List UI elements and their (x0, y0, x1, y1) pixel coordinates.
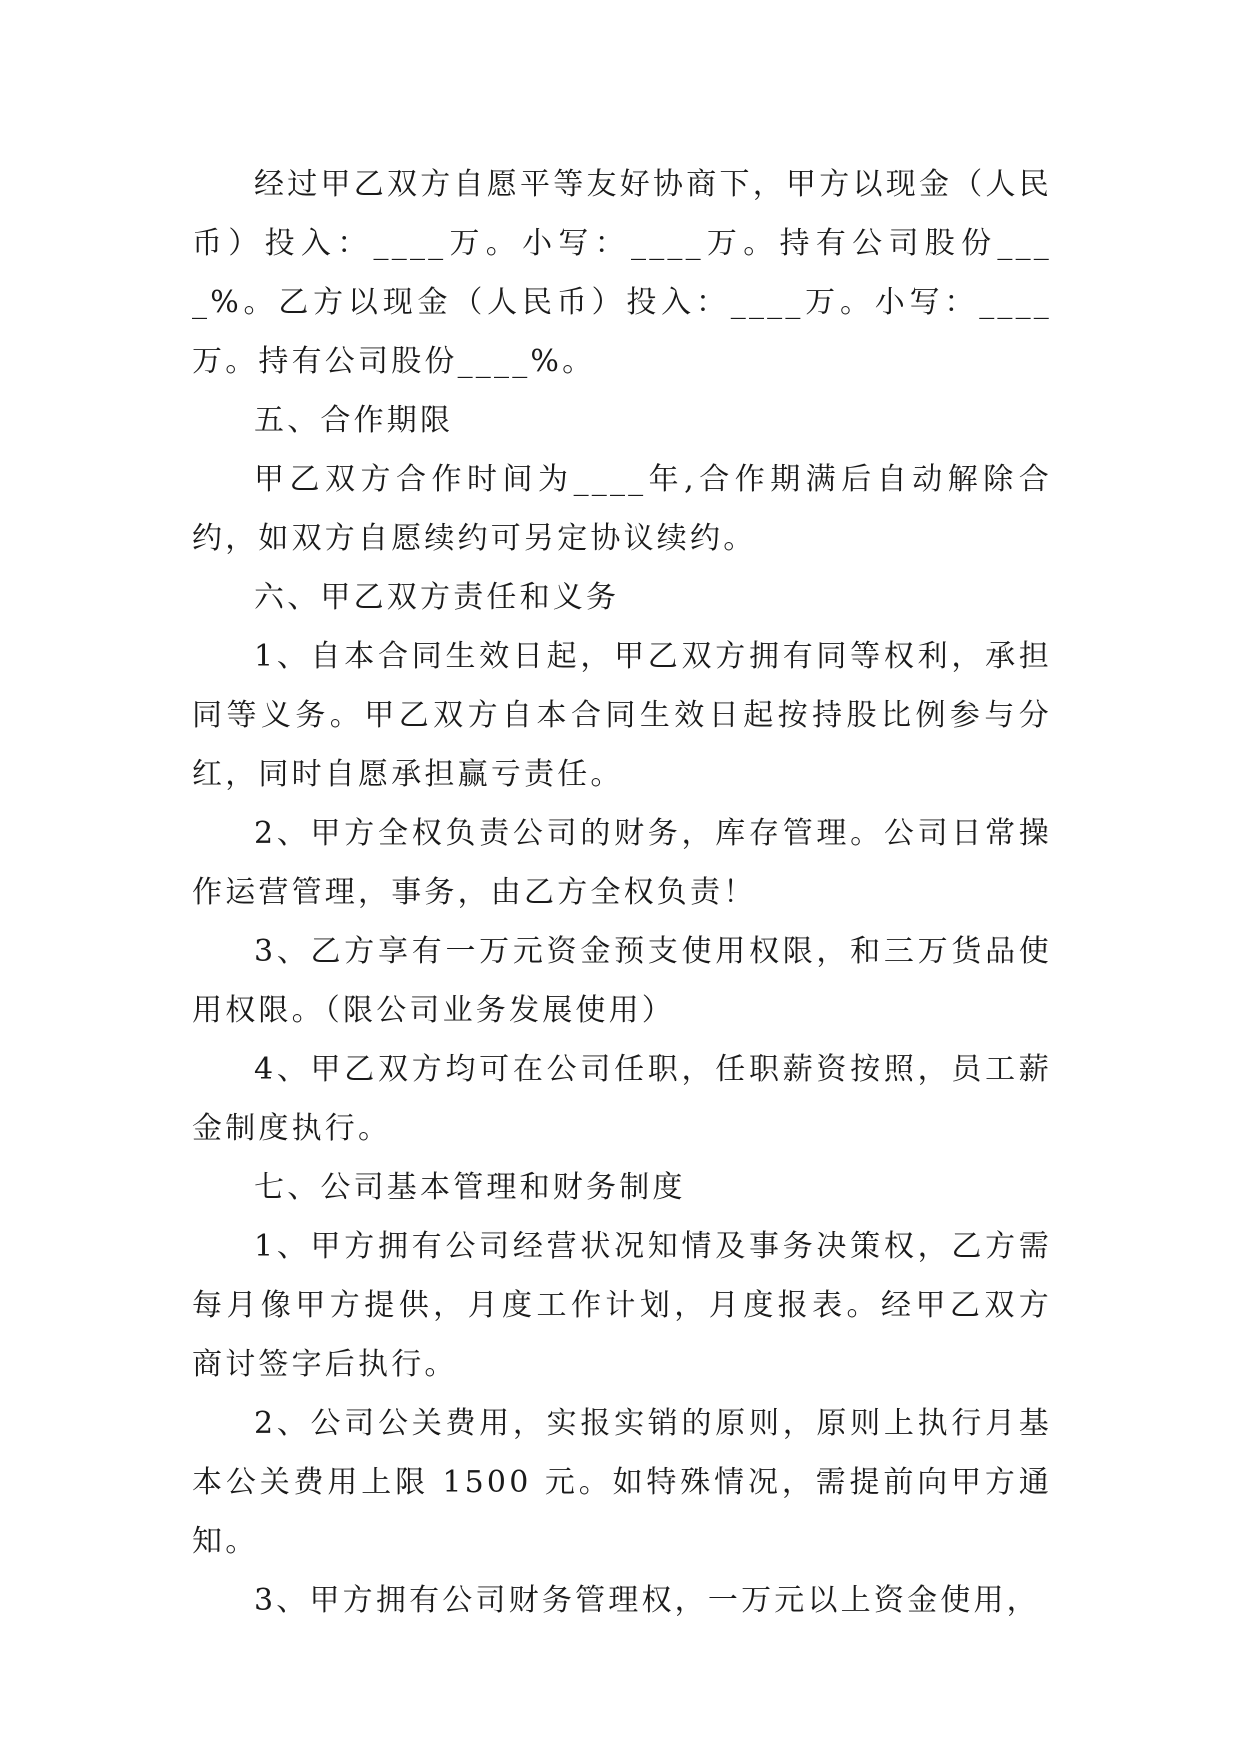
paragraph-responsibility-4: 4、甲乙双方均可在公司任职，任职薪资按照，员工薪金制度执行。 (192, 1052, 1052, 1146)
paragraph-management-1: 1、甲方拥有公司经营状况知情及事务决策权，乙方需每月像甲方提供，月度工作计划，月度报表。经甲乙双方商讨签字后执行。 (192, 1229, 1052, 1382)
paragraph-cooperation-term: 甲乙双方合作时间为____年,合作期满后自动解除合约，如双方自愿续约可另定协议续约。 (192, 462, 1052, 556)
heading-cooperation-term: 五、合作期限 (254, 403, 454, 438)
document-body (192, 155, 1052, 1630)
paragraph-responsibility-3: 3、乙方享有一万元资金预支使用权限，和三万货品使用权限。（限公司业务发展使用） (192, 934, 1052, 1028)
paragraph-responsibility-2: 2、甲方全权负责公司的财务，库存管理。公司日常操作运营管理，事务，由乙方全权负责！ (192, 816, 1052, 910)
paragraph-responsibility-1: 1、自本合同生效日起，甲乙双方拥有同等权利，承担同等义务。甲乙双方自本合同生效日起按持股比例参与分红，同时自愿承担赢亏责任。 (192, 639, 1052, 792)
paragraph-management-3: 3、甲方拥有公司财务管理权，一万元以上资金使用， (254, 1583, 1040, 1618)
heading-responsibilities: 六、甲乙双方责任和义务 (254, 580, 620, 615)
heading-management: 七、公司基本管理和财务制度 (254, 1170, 686, 1205)
paragraph-investment: 经过甲乙双方自愿平等友好协商下，甲方以现金（人民币）投入：____万。小写：____万。持有公司股份____%。乙方以现金（人民币）投入：____万。小写：____万。持有公司股份____%。 (192, 167, 1052, 379)
paragraph-management-2: 2、公司公关费用，实报实销的原则，原则上执行月基本公关费用上限 1500 元。如特殊情况，需提前向甲方通知。 (192, 1406, 1052, 1559)
